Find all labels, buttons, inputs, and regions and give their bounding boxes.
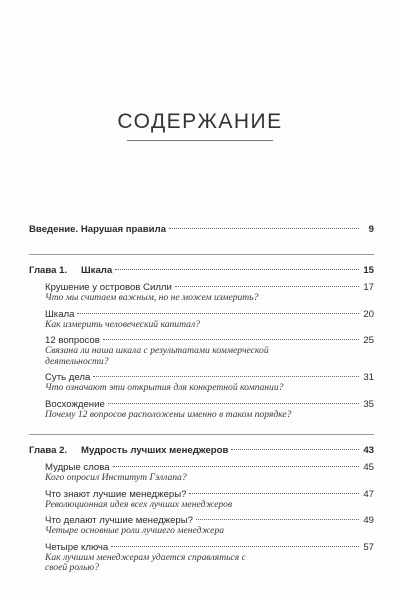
section-title: Что знают лучшие менеджеры? — [45, 488, 187, 500]
dot-leader — [113, 466, 359, 467]
toc-page-number: 9 — [368, 224, 374, 235]
dot-leader — [175, 286, 359, 287]
dot-leader — [196, 519, 359, 520]
dot-leader — [108, 403, 359, 404]
title-underline — [127, 140, 273, 141]
toc-page-number: 45 — [363, 462, 374, 473]
toc-page-number: 20 — [363, 308, 374, 320]
toc-section[interactable] — [45, 309, 374, 331]
toc-section[interactable] — [45, 335, 374, 367]
section-subtitle: Связана ли наша шкала с результатами коммерческой деятельности? — [45, 345, 269, 367]
dot-leader — [111, 546, 359, 547]
toc-chapter-1[interactable] — [29, 265, 374, 276]
section-title: Четыре ключа — [45, 541, 109, 553]
section-title: Восхождение — [45, 398, 105, 410]
dot-leader — [103, 339, 359, 340]
toc-entry-label: Введение. Нарушая правила — [29, 224, 166, 235]
section-subtitle: Как лучшим менеджерам удается справляться с своей ролью? — [45, 551, 246, 573]
toc-section[interactable] — [45, 282, 374, 304]
dot-leader — [77, 313, 359, 314]
dot-leader — [115, 269, 359, 270]
section-subtitle: Кого опросил Институт Гэллапа? — [45, 472, 187, 483]
dot-leader — [169, 228, 359, 229]
section-title: Суть дела — [45, 372, 91, 383]
toc-chapter-2[interactable] — [29, 445, 374, 456]
toc-section[interactable] — [45, 399, 374, 421]
section-subtitle: Революционная идея всех лучших менеджеров — [45, 498, 233, 510]
section-title: Что делают лучшие менеджеры? — [45, 515, 193, 526]
toc-page-number: 25 — [363, 335, 374, 346]
dot-leader — [189, 493, 359, 494]
chapter-title: Шкала — [81, 265, 113, 276]
section-title: 12 вопросов — [45, 335, 100, 346]
toc-page-number: 43 — [363, 445, 374, 456]
toc-section[interactable] — [45, 542, 374, 574]
chapter-number: Глава 2. — [29, 445, 68, 456]
table-of-contents — [29, 224, 374, 574]
toc-page-number: 15 — [363, 265, 374, 276]
section-subtitle: Как измерить человеческий капитал? — [45, 318, 200, 330]
page-title: СОДЕРЖАНИЕ — [117, 110, 283, 133]
chapter-number: Глава 1. — [29, 265, 68, 276]
section-subtitle: Четыре основные роли лучшего менеджера — [45, 525, 225, 536]
toc-section[interactable] — [45, 489, 374, 511]
toc-page-number: 31 — [363, 372, 374, 383]
toc-section[interactable] — [45, 462, 374, 484]
dot-leader — [93, 376, 359, 377]
toc-section[interactable] — [45, 515, 374, 537]
section-title: Крушение у островов Силли — [45, 282, 172, 293]
section-title: Шкала — [45, 308, 75, 320]
toc-page-number: 35 — [363, 398, 374, 410]
section-title: Мудрые слова — [45, 462, 110, 473]
toc-page-number: 49 — [363, 515, 374, 526]
dot-leader — [231, 449, 359, 450]
toc-entry-intro[interactable] — [29, 224, 374, 235]
toc-section[interactable] — [45, 372, 374, 394]
chapter-title: Мудрость лучших менеджеров — [81, 445, 229, 456]
section-subtitle: Что мы считаем важным, но не можем измерить? — [45, 292, 259, 303]
section-subtitle: Что означают эти открытия для конкретной компании? — [45, 382, 284, 393]
section-subtitle: Почему 12 вопросов расположены именно в таком порядке? — [45, 408, 292, 420]
toc-page-number: 57 — [363, 541, 374, 553]
toc-page-number: 47 — [363, 488, 374, 500]
toc-page-number: 17 — [363, 282, 374, 293]
